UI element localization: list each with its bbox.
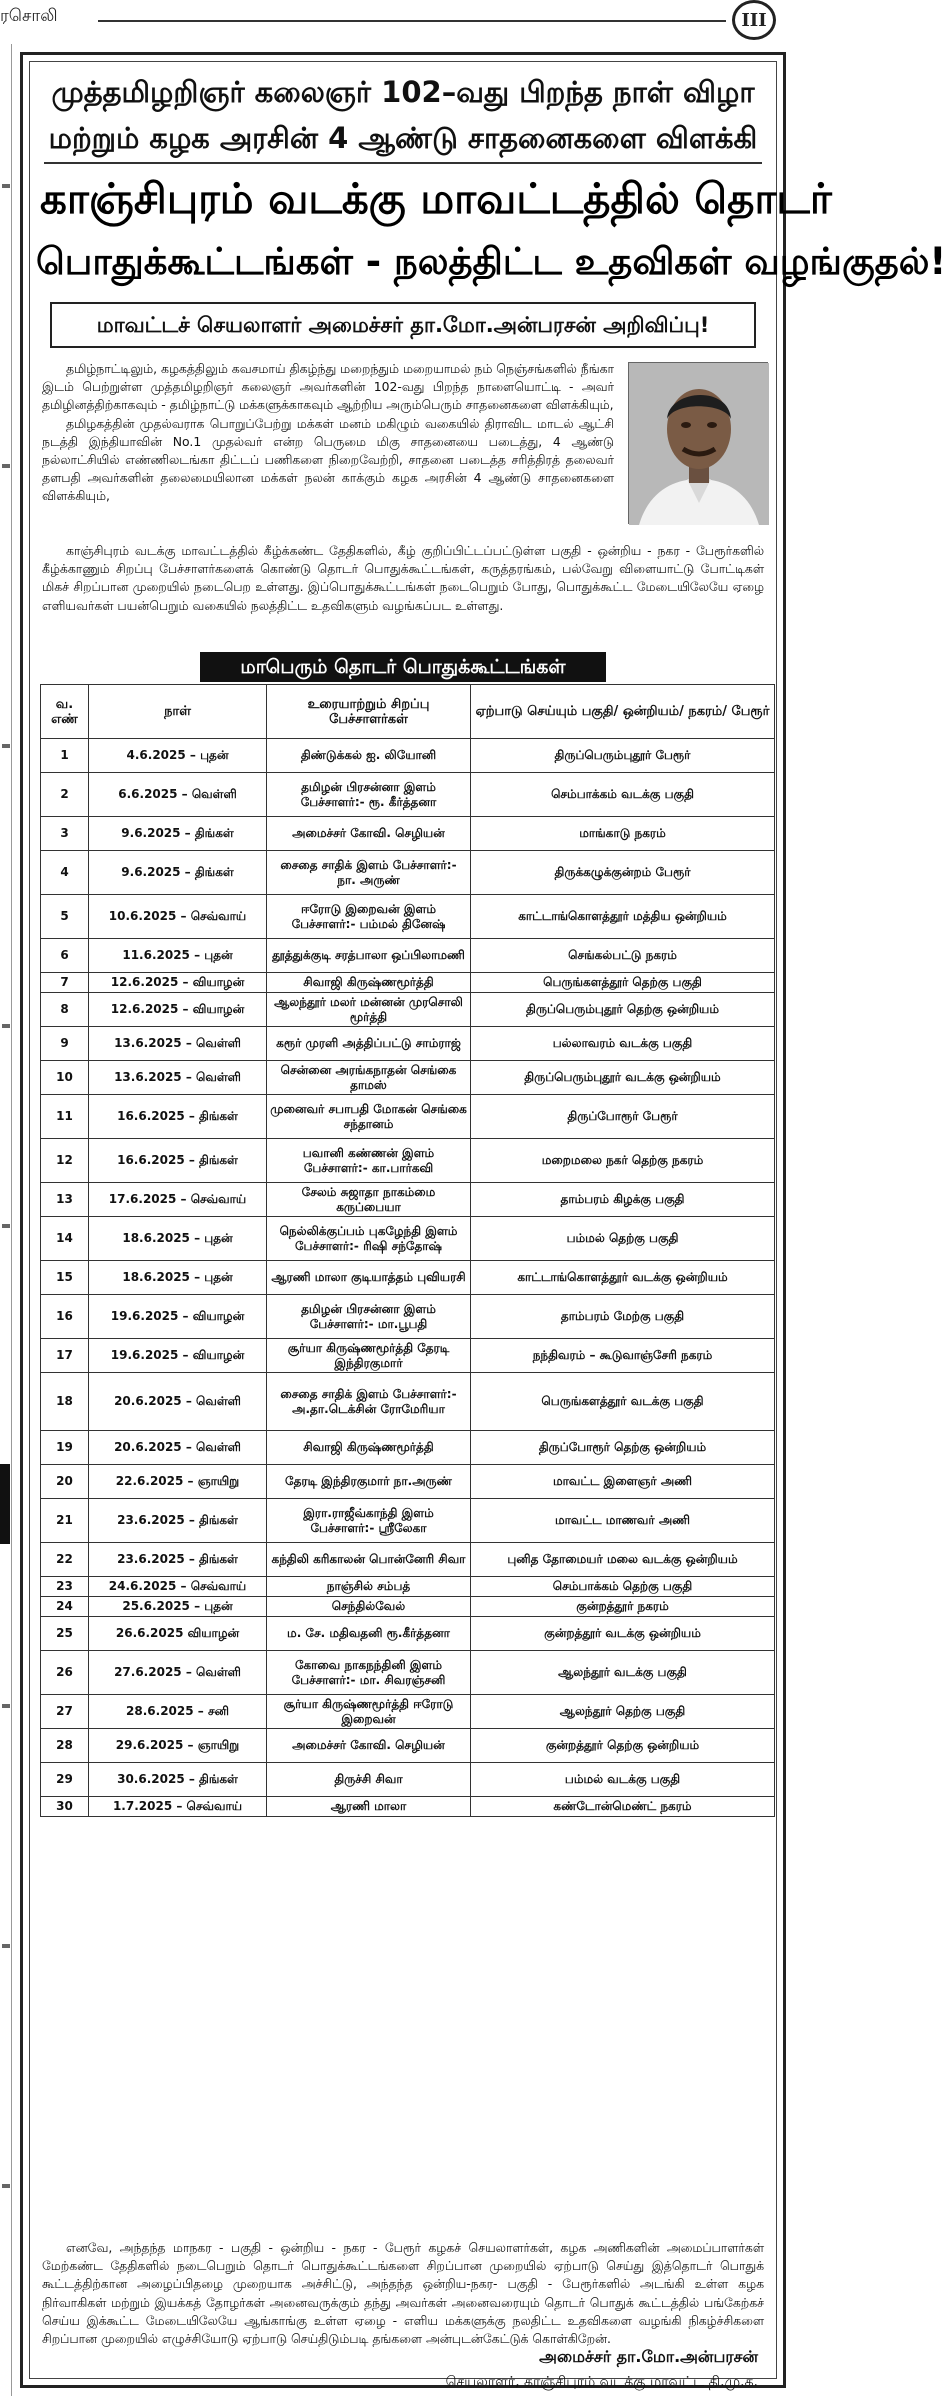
table-row [41, 1295, 775, 1339]
row-speakers: தமிழன் பிரசன்னா இளம் பேச்சாளர்:- ரூ. கீர்த்தனா [267, 773, 471, 817]
row-date: 22.6.2025 – ஞாயிறு [89, 1465, 267, 1499]
row-date: 20.6.2025 – வெள்ளி [89, 1431, 267, 1465]
row-date: 24.6.2025 – செவ்வாய் [89, 1577, 267, 1597]
intro-text-full [42, 542, 764, 615]
row-serial: 30 [41, 1797, 89, 1817]
header-date: நாள் [89, 685, 267, 739]
closing-paragraph: எனவே, அந்தந்த மாநகர - பகுதி - ஒன்றிய - நகர - பேரூர் கழகச் செயலாளர்கள், கழக அணிகளின் அமைப்பாளர்கள் மேற்கண்ட தேதிகளில் நடைபெறும் தொடர் பொதுக்கூட்டங்களை சிறப்பான முறையில் ஏற்பாடு செய்து இத்தொடர் பொதுக் கூட்டத்திற்கான அழைப்பிதழை முறையாக அச்சிட்டு, அந்தந்த ஒன்றிய-நகர- பகுதி - பேரூர்களில் அடங்கி உள்ள கழக நிர்வாகிகள் மற்றும் இயக்கத் தோழர்கள் அனைவருக்கும் தந்து அவர்கள் அனைவரையும் தொடர் பொதுக் கூட்டத்தில் பங்கேற்கச் செய்ய இக்கூட்ட மேடையிலேயே ஆங்காங்கு உள்ள ஏழை - எளிய மக்களுக்கு நலதிட்ட உதவிகளை வழங்கி நிகழ்ச்சிகளை சிறப்பான முறையில் எழுச்சியோடு ஏற்பாடு செய்திடும்படி தங்களை அன்புடன்கேட்டுக் கொள்கிறேன். [42, 2240, 764, 2347]
row-date: 18.6.2025 – புதன் [89, 1261, 267, 1295]
row-serial: 10 [41, 1061, 89, 1095]
row-speakers: இரா.ராஜீவ்காந்தி இளம் பேச்சாளர்:- ஸ்ரீலேகா [267, 1499, 471, 1543]
ad-inner-frame [29, 61, 946, 2390]
row-serial: 11 [41, 1095, 89, 1139]
row-serial: 17 [41, 1339, 89, 1373]
row-organizing-unit: குன்றத்தூர் நகரம் [471, 1597, 775, 1617]
row-serial: 12 [41, 1139, 89, 1183]
row-date: 18.6.2025 – புதன் [89, 1217, 267, 1261]
row-speakers: கந்திலி கரிகாலன் பொன்னேரி சிவா [267, 1543, 471, 1577]
row-organizing-unit: திருப்போரூர் பேரூர் [471, 1095, 775, 1139]
table-row [41, 773, 775, 817]
table-row [41, 851, 775, 895]
row-date: 16.6.2025 – திங்கள் [89, 1095, 267, 1139]
headline-line-4: பொதுக்கூட்டங்கள் - நலத்திட்ட உதவிகள் வழங்குதல்! [36, 240, 946, 283]
row-date: 26.6.2025 வியாழன் [89, 1617, 267, 1651]
row-organizing-unit: திருப்போரூர் தெற்கு ஒன்றியம் [471, 1431, 775, 1465]
table-row [41, 1729, 775, 1763]
table-row [41, 1431, 775, 1465]
table-row [41, 1261, 775, 1295]
row-speakers: செந்தில்வேல் [267, 1597, 471, 1617]
table-row [41, 739, 775, 773]
row-serial: 27 [41, 1695, 89, 1729]
row-date: 30.6.2025 – திங்கள் [89, 1763, 267, 1797]
newspaper-name: ரசொலி [0, 6, 58, 26]
table-row [41, 1139, 775, 1183]
row-speakers: திண்டுக்கல் ஐ. லியோனி [267, 739, 471, 773]
row-date: 1.7.2025 – செவ்வாய் [89, 1797, 267, 1817]
row-serial: 5 [41, 895, 89, 939]
column-divider [11, 44, 12, 2396]
row-serial: 4 [41, 851, 89, 895]
intro-paragraph-3: காஞ்சிபுரம் வடக்கு மாவட்டத்தில் கீழ்க்கண்ட தேதிகளில், கீழ் குறிப்பிட்டப்பட்டுள்ள பகுதி - ஒன்றிய - நகர - பேரூர்களில் கீழ்க்காணும் சிறப்பு பேச்சாளர்களைக் கொண்டு தொடர் பொதுக்கூட்டங்கள், கருத்தரங்கம், பல்வேறு விளையாட்டு போட்டிகள் மிகச் சிறப்பான முறையில் நடைபெற உள்ளது. இப்பொதுக்கூட்டங்கள் நடைபெறும் போது, பொதுக்கூட்ட மேடையிலேயே ஏழை எளியவர்கள் பயன்பெறும் வகையில் நலத்திட்ட உதவிகளும் வழங்கப்பட உள்ளது. [42, 543, 764, 613]
table-row [41, 1373, 775, 1431]
row-speakers: தேரடி இந்திரகுமார் நா.அருண் [267, 1465, 471, 1499]
row-serial: 29 [41, 1763, 89, 1797]
page-number-badge: III [732, 0, 776, 40]
table-header-row [41, 685, 775, 739]
table-row [41, 939, 775, 973]
row-organizing-unit: குன்றத்தூர் தெற்கு ஒன்றியம் [471, 1729, 775, 1763]
row-serial: 26 [41, 1651, 89, 1695]
row-date: 23.6.2025 – திங்கள் [89, 1499, 267, 1543]
row-serial: 22 [41, 1543, 89, 1577]
row-date: 16.6.2025 – திங்கள் [89, 1139, 267, 1183]
row-date: 6.6.2025 – வெள்ளி [89, 773, 267, 817]
row-organizing-unit: பெருங்களத்தூர் தெற்கு பகுதி [471, 973, 775, 993]
row-organizing-unit: திருக்கழுக்குன்றம் பேரூர் [471, 851, 775, 895]
row-date: 12.6.2025 – வியாழன் [89, 973, 267, 993]
row-speakers: சிவாஜி கிருஷ்ணமூர்த்தி [267, 973, 471, 993]
table-row [41, 1597, 775, 1617]
row-serial: 9 [41, 1027, 89, 1061]
row-speakers: சிவாஜி கிருஷ்ணமூர்த்தி [267, 1431, 471, 1465]
row-speakers: ம. சே. மதிவதனி ரூ.கீர்த்தனா [267, 1617, 471, 1651]
table-row [41, 1651, 775, 1695]
table-row [41, 1095, 775, 1139]
row-speakers: சைதை சாதிக் இளம் பேச்சாளர்:- அ.தா.டெக்சின் ரோமேரியா [267, 1373, 471, 1431]
table-row [41, 1543, 775, 1577]
header-organizing-unit: ஏற்பாடு செய்யும் பகுதி/ ஒன்றியம்/ நகரம்/ பேரூர் [471, 685, 775, 739]
adjacent-column-edge [0, 44, 14, 2396]
row-organizing-unit: குன்றத்தூர் வடக்கு ஒன்றியம் [471, 1617, 775, 1651]
table-row [41, 1183, 775, 1217]
row-serial: 1 [41, 739, 89, 773]
signatory-role: செயலாளர், காஞ்சிபுரம் வடக்கு மாவட்ட தி.மு.க. [445, 2374, 758, 2390]
table-row [41, 1695, 775, 1729]
row-organizing-unit: பம்மல் வடக்கு பகுதி [471, 1763, 775, 1797]
header-speakers: உரையாற்றும் சிறப்பு பேச்சாளர்கள் [267, 685, 471, 739]
row-organizing-unit: கண்டோன்மெண்ட் நகரம் [471, 1797, 775, 1817]
row-organizing-unit: திருப்பெரும்புதூர் பேரூர் [471, 739, 775, 773]
row-speakers: சேலம் சுஜாதா நாகம்மை கருப்பையா [267, 1183, 471, 1217]
row-date: 20.6.2025 – வெள்ளி [89, 1373, 267, 1431]
row-organizing-unit: தாம்பரம் மேற்கு பகுதி [471, 1295, 775, 1339]
advertisement [20, 52, 946, 2390]
row-date: 13.6.2025 – வெள்ளி [89, 1027, 267, 1061]
row-organizing-unit: தாம்பரம் கிழக்கு பகுதி [471, 1183, 775, 1217]
row-organizing-unit: செம்பாக்கம் வடக்கு பகுதி [471, 773, 775, 817]
row-date: 25.6.2025 – புதன் [89, 1597, 267, 1617]
headline-line-2: மற்றும் கழக அரசின் 4 ஆண்டு சாதனைகளை விளக்கி [48, 121, 758, 155]
row-organizing-unit: திருப்பெரும்புதூர் வடக்கு ஒன்றியம் [471, 1061, 775, 1095]
row-speakers: அமைச்சர் கோவி. செழியன் [267, 1729, 471, 1763]
intro-text [42, 360, 614, 506]
row-organizing-unit: செம்பாக்கம் தெற்கு பகுதி [471, 1577, 775, 1597]
row-serial: 21 [41, 1499, 89, 1543]
row-speakers: நாஞ்சில் சம்பத் [267, 1577, 471, 1597]
row-speakers: கரூர் முரளி அத்திப்பட்டு சாம்ராஜ் [267, 1027, 471, 1061]
row-speakers: அமைச்சர் கோவி. செழியன் [267, 817, 471, 851]
row-speakers: சென்னை அரங்கநாதன் செங்கை தாமஸ் [267, 1061, 471, 1095]
row-speakers: திருச்சி சிவா [267, 1763, 471, 1797]
table-row [41, 993, 775, 1027]
intro-paragraph-1: தமிழ்நாட்டிலும், கழகத்திலும் கவசமாய் திகழ்ந்து மறைந்தும் மறையாமல் நம் நெஞ்சங்களில் நீங்கா இடம் பெற்றுள்ள முத்தமிழறிஞர் கலைஞர் அவர்களின் 102-வது பிறந்த நாளையொட்டி - அவர் தமிழினத்திற்காகவும் - தமிழ்நாட்டு மக்களுக்காகவும் ஆற்றிய அரும்பெரும் சாதனைகளை விளக்கியும், [42, 361, 614, 413]
closing-text [42, 2239, 764, 2348]
row-organizing-unit: ஆலந்தூர் வடக்கு பகுதி [471, 1651, 775, 1695]
row-organizing-unit: பெருங்களத்தூர் வடக்கு பகுதி [471, 1373, 775, 1431]
row-speakers: தூத்துக்குடி சரத்பாலா ஒப்பிலாமணி [267, 939, 471, 973]
row-organizing-unit: காட்டாங்கொளத்தூர் மத்திய ஒன்றியம் [471, 895, 775, 939]
headline-line-1: முத்தமிழறிஞர் கலைஞர் 102–வது பிறந்த நாள் விழா [51, 75, 755, 109]
table-row [41, 973, 775, 993]
row-speakers: கோவை நாகநந்தினி இளம் பேச்சாளர்:- மா. சிவரஞ்சனி [267, 1651, 471, 1695]
row-date: 19.6.2025 – வியாழன் [89, 1295, 267, 1339]
row-date: 10.6.2025 – செவ்வாய் [89, 895, 267, 939]
row-date: 9.6.2025 – திங்கள் [89, 851, 267, 895]
row-organizing-unit: பல்லாவரம் வடக்கு பகுதி [471, 1027, 775, 1061]
row-serial: 13 [41, 1183, 89, 1217]
row-serial: 25 [41, 1617, 89, 1651]
row-serial: 18 [41, 1373, 89, 1431]
row-speakers: முனைவர் சபாபதி மோகன் செங்கை சந்தானம் [267, 1095, 471, 1139]
row-organizing-unit: புனித தோமையர் மலை வடக்கு ஒன்றியம் [471, 1543, 775, 1577]
row-organizing-unit: காட்டாங்கொளத்தூர் வடக்கு ஒன்றியம் [471, 1261, 775, 1295]
table-row [41, 1617, 775, 1651]
row-organizing-unit: மாங்காடு நகரம் [471, 817, 775, 851]
row-date: 4.6.2025 – புதன் [89, 739, 267, 773]
schedule-section-title: மாபெரும் தொடர் பொதுக்கூட்டங்கள் [200, 652, 606, 682]
row-organizing-unit: பம்மல் தெற்கு பகுதி [471, 1217, 775, 1261]
row-serial: 28 [41, 1729, 89, 1763]
header-serial: வ. எண் [41, 685, 89, 739]
meetings-schedule-table [40, 684, 775, 1817]
row-date: 12.6.2025 – வியாழன் [89, 993, 267, 1027]
row-serial: 19 [41, 1431, 89, 1465]
row-serial: 16 [41, 1295, 89, 1339]
signatory-name: அமைச்சர் தா.மோ.அன்பரசன் [539, 2347, 758, 2366]
row-date: 29.6.2025 – ஞாயிறு [89, 1729, 267, 1763]
row-organizing-unit: செங்கல்பட்டு நகரம் [471, 939, 775, 973]
table-row [41, 1465, 775, 1499]
table-row [41, 1499, 775, 1543]
row-date: 19.6.2025 – வியாழன் [89, 1339, 267, 1373]
row-serial: 6 [41, 939, 89, 973]
table-row [41, 895, 775, 939]
row-speakers: தமிழன் பிரசன்னா இளம் பேச்சாளர்:- மா.பூபதி [267, 1295, 471, 1339]
row-serial: 20 [41, 1465, 89, 1499]
row-organizing-unit: திருப்பெரும்புதூர் தெற்கு ஒன்றியம் [471, 993, 775, 1027]
table-row [41, 817, 775, 851]
row-organizing-unit: மறைமலை நகர் தெற்கு நகரம் [471, 1139, 775, 1183]
row-organizing-unit: ஆலந்தூர் தெற்கு பகுதி [471, 1695, 775, 1729]
table-row [41, 1217, 775, 1261]
table-row [41, 1797, 775, 1817]
masthead [0, 0, 800, 44]
row-speakers: சைதை சாதிக் இளம் பேச்சாளர்:- நா. அருண் [267, 851, 471, 895]
adjacent-column-block [0, 1464, 10, 1544]
row-date: 13.6.2025 – வெள்ளி [89, 1061, 267, 1095]
row-serial: 8 [41, 993, 89, 1027]
table-row [41, 1763, 775, 1797]
row-date: 28.6.2025 – சனி [89, 1695, 267, 1729]
row-serial: 3 [41, 817, 89, 851]
row-speakers: நெல்லிக்குப்பம் புகழேந்தி இளம் பேச்சாளர்:- ரிஷி சந்தோஷ் [267, 1217, 471, 1261]
table-row [41, 1027, 775, 1061]
row-serial: 7 [41, 973, 89, 993]
headline-line-3: காஞ்சிபுரம் வடக்கு மாவட்டத்தில் தொடர் [40, 174, 832, 223]
row-speakers: ஆரணி மாலா குடியாத்தம் புவியரசி [267, 1261, 471, 1295]
row-speakers: பவானி கண்ணன் இளம் பேச்சாளர்:- கா.பார்கவி [267, 1139, 471, 1183]
masthead-rule [98, 20, 726, 22]
headline-rule [44, 162, 762, 164]
row-date: 27.6.2025 – வெள்ளி [89, 1651, 267, 1695]
row-speakers: ஆரணி மாலா [267, 1797, 471, 1817]
row-organizing-unit: மாவட்ட மாணவர் அணி [471, 1499, 775, 1543]
row-date: 23.6.2025 – திங்கள் [89, 1543, 267, 1577]
row-speakers: சூர்யா கிருஷ்ணமூர்த்தி ஈரோடு இறைவன் [267, 1695, 471, 1729]
row-speakers: ஈரோடு இறைவன் இளம் பேச்சாளர்:- பம்மல் தினேஷ் [267, 895, 471, 939]
table-row [41, 1339, 775, 1373]
row-serial: 2 [41, 773, 89, 817]
row-date: 17.6.2025 – செவ்வாய் [89, 1183, 267, 1217]
row-speakers: சூர்யா கிருஷ்ணமூர்த்தி தேரடி இந்திரகுமார் [267, 1339, 471, 1373]
row-serial: 14 [41, 1217, 89, 1261]
row-speakers: ஆலந்தூர் மலர் மன்னன் முரசொலி மூர்த்தி [267, 993, 471, 1027]
minister-portrait [628, 362, 768, 524]
table-row [41, 1577, 775, 1597]
intro-paragraph-2: தமிழகத்தின் முதல்வராக பொறுப்பேற்று மக்கள் மனம் மகிழும் வகையில் திராவிட மாடல் ஆட்சி நடத்தி இந்தியாவின் No.1 முதல்வர் என்ற பெருமை மிகு சாதனையை படைத்து, 4 ஆண்டு நல்லாட்சியில் எண்ணிலடங்கா திட்டப் பணிகளை நிறைவேற்றி, சாதனை படைத்த சரித்திரத் தலைவர் தளபதி அவர்களின் தலைமையிலான மக்கள் நலன் காக்கும் கழக அரசின் 4 ஆண்டு சாதனைகளை விளக்கியும், [42, 415, 614, 504]
row-serial: 24 [41, 1597, 89, 1617]
row-serial: 23 [41, 1577, 89, 1597]
table-row [41, 1061, 775, 1095]
row-organizing-unit: நந்திவரம் – கூடுவாஞ்சேரி நகரம் [471, 1339, 775, 1373]
row-date: 9.6.2025 – திங்கள் [89, 817, 267, 851]
row-serial: 15 [41, 1261, 89, 1295]
row-organizing-unit: மாவட்ட இளைஞர் அணி [471, 1465, 775, 1499]
portrait-image [629, 363, 769, 525]
row-date: 11.6.2025 – புதன் [89, 939, 267, 973]
announcement-box: மாவட்டச் செயலாளர் அமைச்சர் தா.மோ.அன்பரசன் அறிவிப்பு! [50, 302, 756, 348]
